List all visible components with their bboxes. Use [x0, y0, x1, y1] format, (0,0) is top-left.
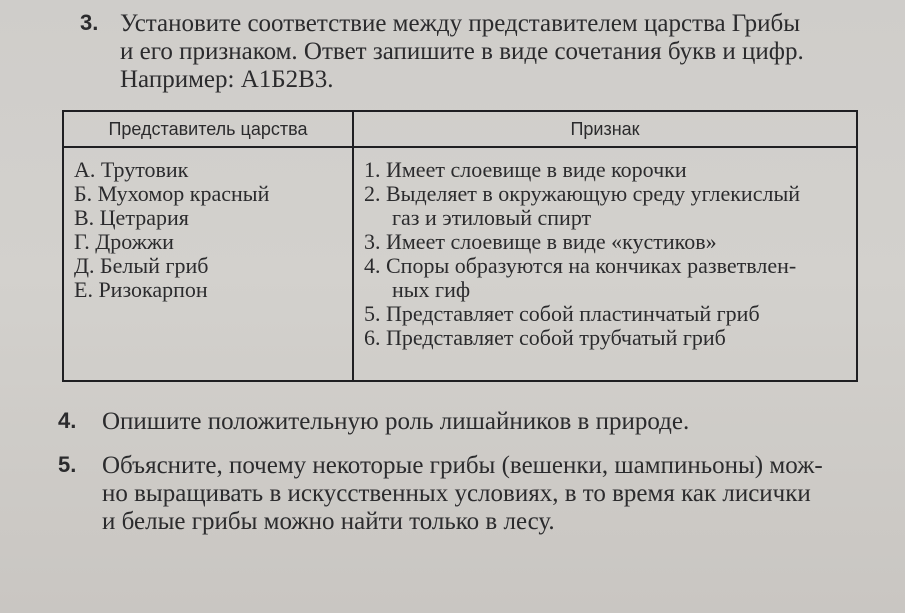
- task-5-text: [102, 452, 865, 536]
- list-item: В. Цетрария: [74, 205, 189, 230]
- list-item: [364, 254, 848, 302]
- list-item: 5. Представляет собой пластинчатый гриб: [364, 301, 760, 326]
- header-sign: Признак: [353, 111, 857, 147]
- sign-line: ных гиф: [392, 277, 471, 302]
- task-line: но выращивать в искусственных условиях, в то время как лисички: [102, 480, 811, 507]
- representatives-column: [63, 152, 353, 381]
- sign-line: газ и этиловый спирт: [392, 205, 592, 230]
- task-4: [58, 408, 865, 436]
- list-item: [364, 182, 848, 230]
- task-3-text: [120, 10, 865, 94]
- list-item: Д. Белый гриб: [74, 253, 209, 278]
- task-line: Опишите положительную роль лишайников в природе.: [102, 408, 690, 435]
- task-3: [80, 10, 865, 94]
- matching-table: [62, 110, 858, 382]
- list-item: Е. Ризокарпон: [74, 277, 208, 302]
- task-line: и его признаком. Ответ запишите в виде сочетания букв и цифр.: [120, 38, 804, 65]
- table-body-row: [63, 152, 857, 381]
- list-item: Г. Дрожжи: [74, 229, 174, 254]
- task-4-text: [102, 408, 865, 436]
- header-representative: Представитель царства: [63, 111, 353, 147]
- signs-column: [353, 152, 857, 381]
- task-line: и белые грибы можно найти только в лесу.: [102, 508, 555, 535]
- sign-line: 2. Выделяет в окружающую среду углекислый: [364, 181, 801, 206]
- list-item: 6. Представляет собой трубчатый гриб: [364, 325, 726, 350]
- task-5: [58, 452, 865, 536]
- sign-line: 4. Споры образуются на кончиках разветвлен-: [364, 253, 797, 278]
- list-item: Б. Мухомор красный: [74, 181, 270, 206]
- list-item: 3. Имеет слоевище в виде «кустиков»: [364, 229, 717, 254]
- table-header-row: [63, 111, 857, 147]
- list-item: А. Трутовик: [74, 157, 189, 182]
- task-number: 5.: [58, 452, 77, 477]
- task-number: 4.: [58, 408, 77, 433]
- task-line: Установите соответствие между представителем царства Грибы: [120, 10, 801, 37]
- list-item: 1. Имеет слоевище в виде корочки: [364, 157, 687, 182]
- task-line: Например: А1Б2В3.: [120, 66, 334, 93]
- task-number: 3.: [80, 10, 99, 35]
- task-line: Объясните, почему некоторые грибы (вешенки, шампиньоны) мож-: [102, 452, 823, 479]
